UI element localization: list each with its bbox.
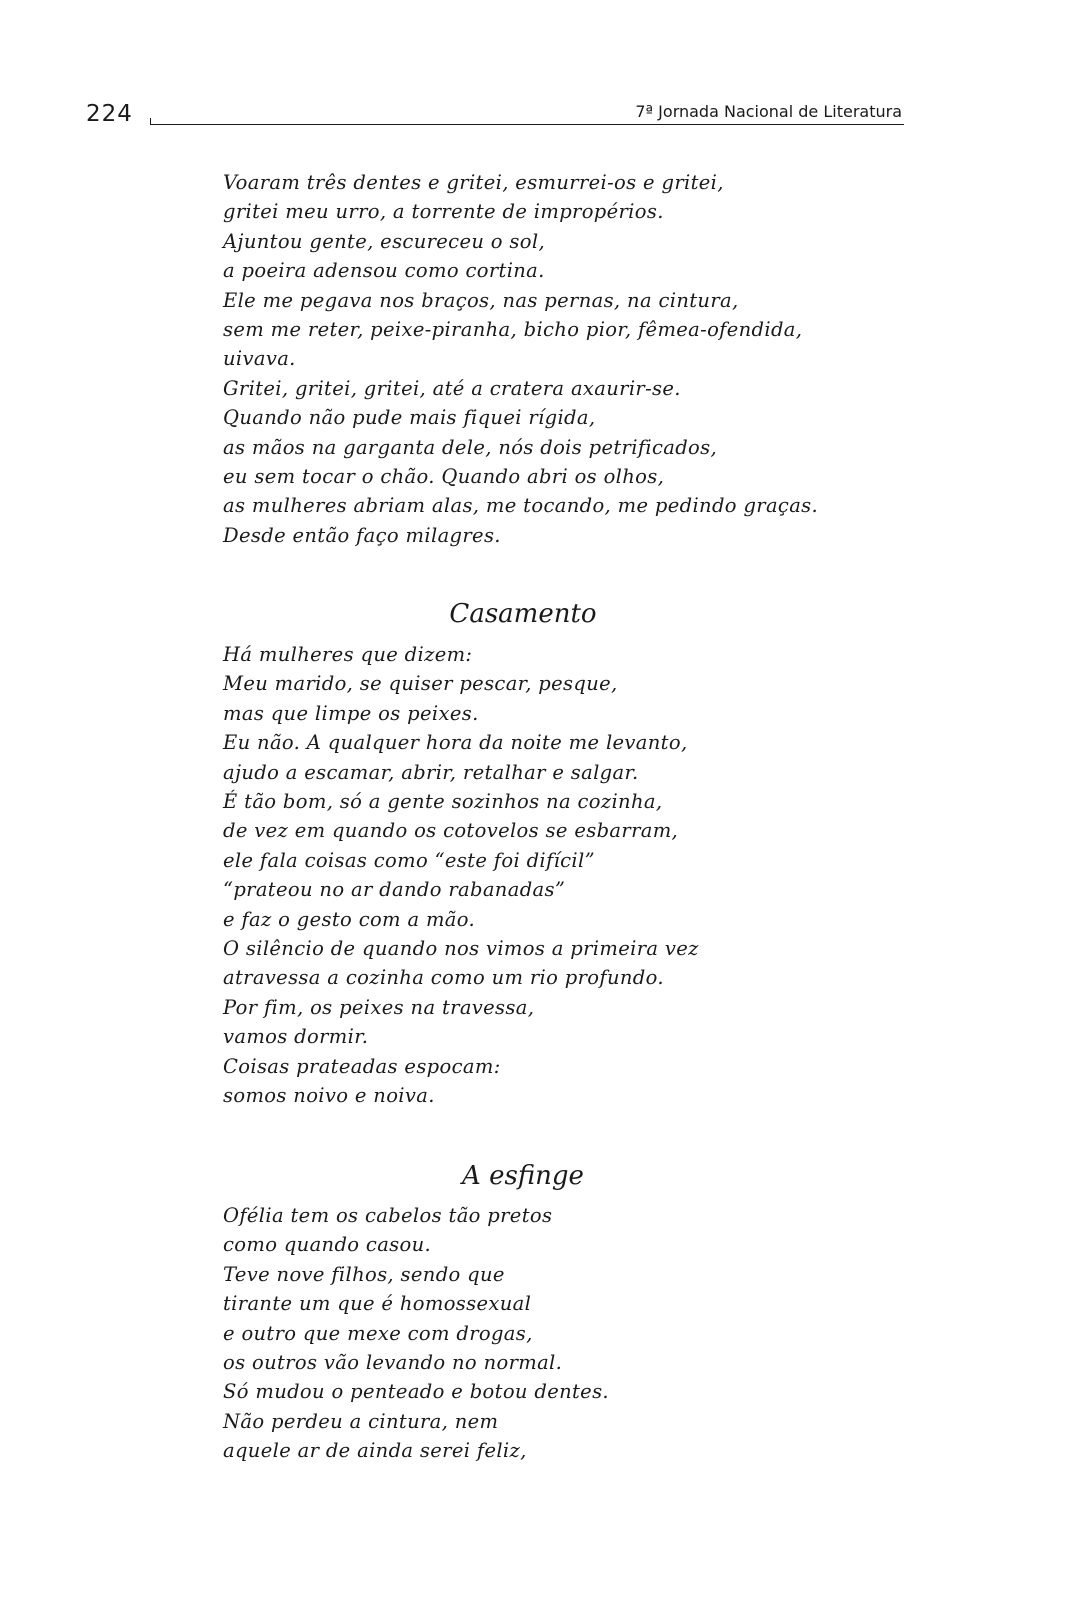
poem-line: as mulheres abriam alas, me tocando, me pedindo graças.: [223, 494, 819, 518]
poem-title-casamento: Casamento: [449, 599, 597, 629]
poem-line: a poeira adensou como cortina.: [223, 259, 545, 283]
poem-line: O silêncio de quando nos vimos a primeira vez: [223, 937, 699, 961]
poem-line: gritei meu urro, a torrente de impropérios.: [223, 200, 664, 224]
poem-line: Coisas prateadas espocam:: [223, 1054, 501, 1078]
poem-line: e outro que mexe com drogas,: [223, 1321, 533, 1345]
poem-line: Quando não pude mais fiquei rígida,: [223, 406, 596, 430]
poem-line: ajudo a escamar, abrir, retalhar e salgar.: [223, 760, 639, 784]
continued-poem: [223, 168, 818, 550]
poem-line: vamos dormir.: [223, 1025, 369, 1049]
poem-line: É tão bom, só a gente sozinhos na cozinha,: [223, 790, 663, 814]
poem-casamento: [223, 640, 699, 1111]
poem-line: as mãos na garganta dele, nós dois petrificados,: [223, 435, 718, 459]
poem-line: Não perdeu a cintura, nem: [223, 1409, 499, 1433]
poem-line: Gritei, gritei, gritei, até a cratera axaurir-se.: [223, 376, 681, 400]
poem-line: Há mulheres que dizem:: [223, 643, 473, 666]
poem-esfinge: [223, 1201, 609, 1466]
poem-line: Teve nove filhos, sendo que: [223, 1262, 505, 1286]
poem-line: os outros vão levando no normal.: [223, 1351, 563, 1375]
page-number: 224: [86, 101, 133, 127]
poem-line: mas que limpe os peixes.: [223, 701, 479, 725]
poem-line: uivava.: [223, 347, 296, 371]
header-rule: [150, 124, 904, 125]
poem-line: Por fim, os peixes na travessa,: [223, 995, 535, 1019]
poem-line: Ele me pegava nos braços, nas pernas, na cintura,: [223, 288, 739, 312]
poem-line: e faz o gesto com a mão.: [223, 907, 476, 931]
poem-line: Voaram três dentes e gritei, esmurrei-os e gritei,: [223, 171, 724, 194]
poem-line: como quando casou.: [223, 1233, 432, 1257]
poem-line: Só mudou o penteado e botou dentes.: [223, 1380, 609, 1404]
poem-line: Desde então faço milagres.: [223, 523, 501, 547]
poem-line: atravessa a cozinha como um rio profundo.: [223, 966, 664, 990]
poem-line: aquele ar de ainda serei feliz,: [223, 1439, 527, 1463]
poem-line: Eu não. A qualquer hora da noite me levanto,: [223, 731, 688, 755]
poem-line: Ofélia tem os cabelos tão pretos: [223, 1204, 553, 1227]
poem-line: somos noivo e noiva.: [223, 1084, 435, 1108]
poem-line: Meu marido, se quiser pescar, pesque,: [223, 672, 618, 696]
running-title: 7ª Jornada Nacional de Literatura: [635, 102, 902, 121]
poem-line: tirante um que é homossexual: [223, 1292, 532, 1316]
poem-line: “prateou no ar dando rabanadas”: [223, 878, 566, 902]
poem-line: Ajuntou gente, escureceu o sol,: [223, 229, 546, 253]
poem-line: eu sem tocar o chão. Quando abri os olhos,: [223, 465, 665, 489]
poem-line: ele fala coisas como “este foi difícil”: [223, 848, 595, 872]
poem-line: sem me reter, peixe-piranha, bicho pior, fêmea-ofendida,: [223, 318, 803, 342]
poem-line: de vez em quando os cotovelos se esbarram,: [223, 819, 679, 843]
poem-title-esfinge: A esfinge: [462, 1161, 584, 1191]
